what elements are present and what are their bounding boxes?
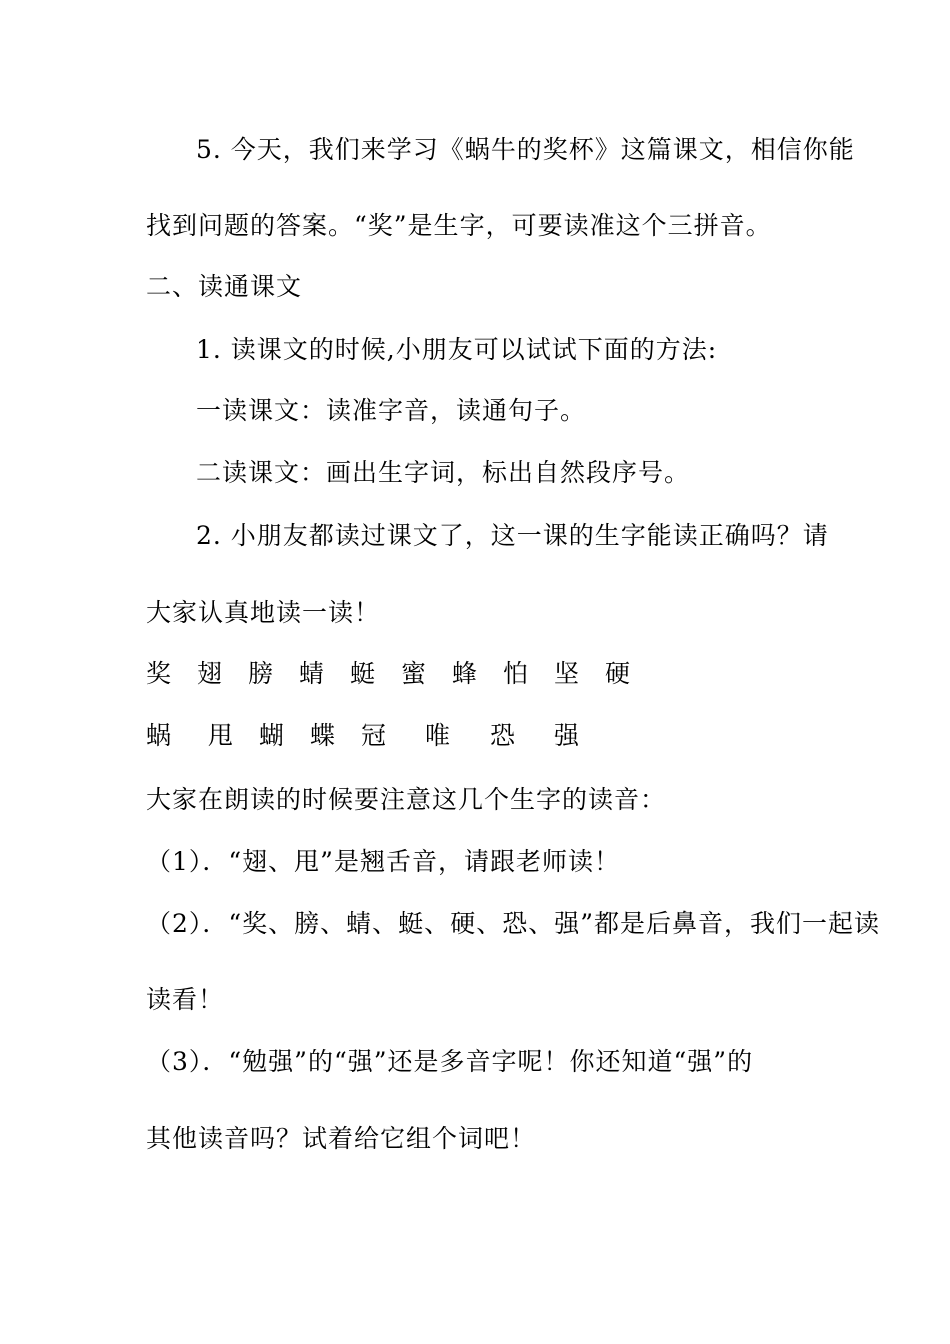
paragraph-question-line1: 2. 小朋友都读过课文了，这一课的生字能读正确吗？请: [196, 521, 829, 550]
paragraph-question-line2: 大家认真地读一读！: [146, 598, 381, 627]
paragraph-intro-line2: 找到问题的答案。“奖”是生字，可要读准这个三拼音。: [146, 211, 772, 240]
paragraph-method-intro: 1. 读课文的时候,小朋友可以试试下面的方法:: [196, 335, 718, 364]
character: 膀: [248, 659, 274, 688]
character: 蜗: [146, 721, 172, 750]
character: 蜜: [401, 659, 427, 688]
character: 蝶: [310, 721, 336, 750]
character: 奖: [146, 659, 172, 688]
character: 唯: [425, 721, 451, 750]
character: 强: [554, 721, 580, 750]
section-heading: 二、读通课文: [146, 272, 303, 301]
character: 蜓: [350, 659, 376, 688]
list-item-2-line2: 读看！: [146, 985, 225, 1014]
character: 恐: [490, 721, 516, 750]
list-item-3-line2: 其他读音吗？试着给它组个词吧！: [146, 1124, 537, 1153]
character: 甩: [208, 721, 234, 750]
paragraph-method-1: 一读课文：读准字音，读通句子。: [196, 396, 587, 425]
list-item-2-line1: （2）．“奖、膀、蜻、蜓、硬、恐、强”都是后鼻音，我们一起读: [146, 909, 880, 938]
character: 蜂: [452, 659, 478, 688]
character: 坚: [554, 659, 580, 688]
character: 翅: [197, 659, 223, 688]
character: 硬: [605, 659, 631, 688]
character-row-1: [146, 658, 706, 690]
character: 怕: [503, 659, 529, 688]
list-item-1: （1）．“翅、甩”是翘舌音，请跟老师读！: [146, 847, 620, 876]
paragraph-method-2: 二读课文：画出生字词，标出自然段序号。: [196, 458, 691, 487]
paragraph-intro-line1: 5. 今天，我们来学习《蜗牛的奖杯》这篇课文，相信你能: [196, 135, 855, 164]
character: 蜻: [299, 659, 325, 688]
list-item-3-line1: （3）．“勉强”的“强”还是多音字呢！你还知道“强”的: [146, 1047, 754, 1076]
character: 蝴: [259, 721, 285, 750]
character-row-2: [146, 720, 706, 752]
paragraph-note: 大家在朗读的时候要注意这几个生字的读音：: [146, 785, 667, 814]
character: 冠: [361, 721, 387, 750]
